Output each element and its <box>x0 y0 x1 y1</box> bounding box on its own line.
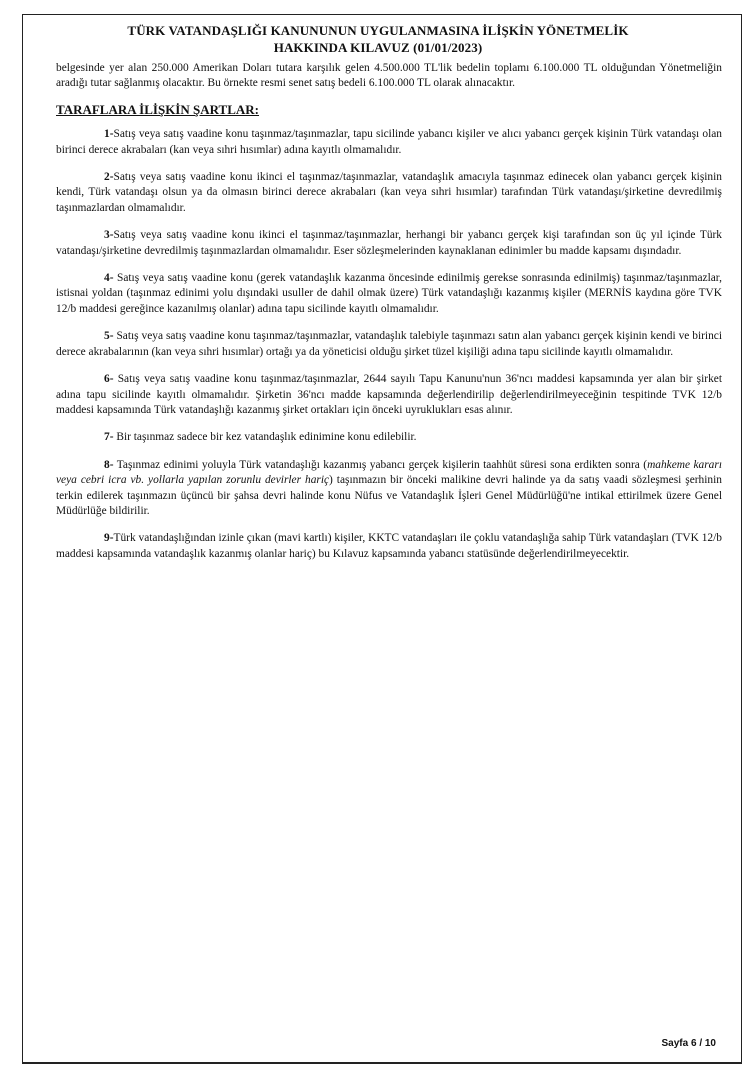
condition-1 <box>56 127 722 158</box>
condition-5 <box>56 329 722 360</box>
intro-paragraph: belgesinde yer alan 250.000 Amerikan Doları tutara karşılık gelen 4.500.000 TL'lik bedelin toplamı 6.100.000 TL olduğundan Yönetmeliğin aradığı tutar sağlanmış olacaktır. Bu örnekte resmi senet satış bedeli 6.100.000 TL olarak alınacaktır. <box>56 62 722 90</box>
condition-text: Satış veya satış vaadine konu taşınmaz/taşınmazlar, vatandaşlık talebiyle taşınmazı satın alan yabancı gerçek kişinin kendi ve birinci derece akrabalarının (kan veya sıhri hısımlar) ortağı ya da yöneticisi olduğu şirket tüzel kişiliği adına tapu sicilinde kayıtlı olmamalıdır. <box>56 330 722 358</box>
condition-number: 6- <box>104 373 114 386</box>
document-body <box>56 61 722 574</box>
section-heading: TARAFLARA İLİŞKİN ŞARTLAR: <box>56 101 260 117</box>
document-title <box>60 22 696 56</box>
condition-text-after: ) taşınmazın bir önceki malikine devri halinde ya da satış vaadi sözleşmesi şerhinin terkin edilerek taşınmazın üçüncü bir şahsa devri halinde konu Nüfus ve Vatandaşlık İşleri Genel Müdürlüğü'ne intikal ettirilmek üzere Genel Müdürlüğe bildirilir. <box>56 474 722 517</box>
condition-number: 1- <box>104 128 114 141</box>
condition-number: 8- <box>104 458 114 471</box>
condition-7 <box>56 430 722 445</box>
condition-4 <box>56 271 722 317</box>
condition-text-italic: mahkeme kararı veya cebri icra vb. yollarla yapılan zorunlu devirler hariç <box>56 458 722 487</box>
title-line-2: HAKKINDA KILAVUZ (01/01/2023) <box>273 40 483 55</box>
condition-text: Satış veya satış vaadine konu taşınmaz/taşınmazlar, 2644 sayılı Tapu Kanunu'nun 36'ncı maddesi kapsamında yer alan bir şirket adına tapu sicilinde kayıtlı olmamalıdır. Şirketin 36'ncı madde kapsamında değerlendirilip değerlendirilmeyeceğinin tespitinde TVK 12/b maddesi kapsamında Türk vatandaşlığı kazanmış şirket ortakları için önceki uyruklukları esas alınır. <box>56 373 722 416</box>
condition-text: Satış veya satış vaadine konu taşınmaz/taşınmazlar, tapu sicilinde yabancı kişiler ve alıcı yabancı gerçek kişinin Türk vatandaşı olan birinci derece akrabaları (kan veya sıhri hısımlar) adına kayıtlı olmamalıdır. <box>56 128 722 156</box>
condition-number: 3- <box>104 229 114 242</box>
condition-number: 4- <box>104 272 114 285</box>
condition-number: 9- <box>104 532 114 545</box>
title-line-1: TÜRK VATANDAŞLIĞI KANUNUNUN UYGULANMASINA İLİŞKİN YÖNETMELİK <box>127 23 629 38</box>
condition-text-before: Taşınmaz edinimi yoluyla Türk vatandaşlığı kazanmış yabancı gerçek kişilerin taahhüt süresi sona erdikten sonra ( <box>113 458 648 471</box>
condition-text: Türk vatandaşlığından izinle çıkan (mavi kartlı) kişiler, KKTC vatandaşları ile çoklu vatandaşlığa sahip Türk vatandaşları (TVK 12/b maddesi kapsamında vatandaşlık kazanmış olanlar hariç) bu Kılavuz kapsamında yabancı statüsünde değerlendirilmeyecektir. <box>56 532 722 560</box>
condition-2 <box>56 170 722 216</box>
condition-number: 5- <box>104 330 114 343</box>
condition-number: 7- <box>104 431 114 444</box>
condition-text: Satış veya satış vaadine konu (gerek vatandaşlık kazanma öncesinde edinilmiş gerekse sonrasında edinilmiş) taşınmaz/taşınmazlar, istisnai yoldan (taşınmaz edinimi yolu dışındaki usuller de dahil olmak üzere) Türk vatandaşlığı kazanmış kişiler (MERNİS kaydına göre TVK 12/b maddesi gereğince kazanılmış olanlar) adına tapu sicilinde kayıtlı olmamalıdır. <box>56 272 722 315</box>
condition-text: Satış veya satış vaadine konu ikinci el taşınmaz/taşınmazlar, vatandaşlık amacıyla taşınmaz edinecek olan yabancı gerçek kişinin kendi, Türk vatandaşı olsun ya da olmasın birinci derece akrabaları (kan veya sıhri hısımlar) tarafından Türk vatandaşı/şirketine devredilmiş taşınmazlardan olmamalıdır. <box>56 171 722 214</box>
condition-9 <box>56 531 722 562</box>
condition-3 <box>56 228 722 259</box>
condition-text: Bir taşınmaz sadece bir kez vatandaşlık edinimine konu edilebilir. <box>113 431 417 444</box>
condition-8 <box>56 458 722 520</box>
condition-6 <box>56 372 722 418</box>
condition-number: 2- <box>104 171 114 184</box>
page-number: Sayfa 6 / 10 <box>661 1038 716 1049</box>
condition-text: Satış veya satış vaadine konu ikinci el taşınmaz/taşınmazlar, herhangi bir yabancı gerçek kişi tarafından son üç yıl içinde Türk vatandaşı/şirketine devredilmiş taşınmazlardan olmamalıdır. Eser sözleşmelerinden kaynaklanan edinimler bu madde kapsamı dışındadır. <box>56 229 722 257</box>
